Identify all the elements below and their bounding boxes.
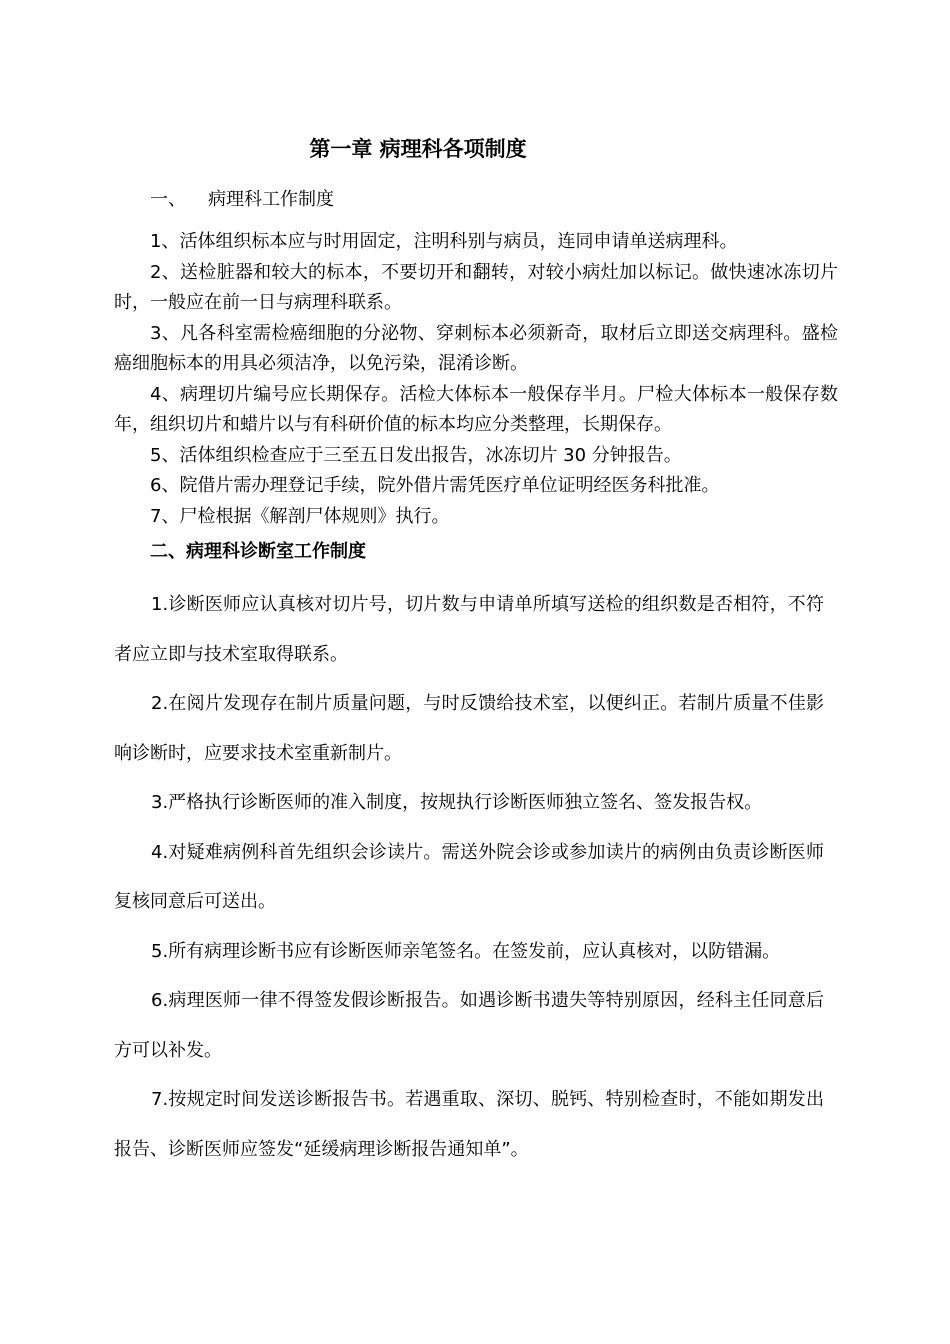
section-1-item-1: 1、活体组织标本应与时用固定，注明科别与病员，连同申请单送病理科。 (150, 231, 738, 252)
section-2-item-3: 3.严格执行诊断医师的准入制度，按规执行诊断医师独立签名、签发报告权。 (151, 792, 763, 813)
section-2-item-6: 6.病理医师一律不得签发假诊断报告。如遇诊断书遗失等特别原因，经科主任同意后方可以补发。 (114, 990, 824, 1061)
section-1-heading (150, 186, 334, 214)
section-2-item-4: 4.对疑难病例科首先组织会诊读片。需送外院会诊或参加读片的病例由负责诊断医师复核同意后可送出。 (114, 841, 824, 912)
section-1-body (114, 227, 838, 532)
section-1-item-5: 5、活体组织检查应于三至五日发出报告，冰冻切片 30 分钟报告。 (150, 444, 682, 466)
section-1-item-4: 4、病理切片编号应长期保存。活检大体标本一般保存半月。尸检大体标本一般保存数年，组织切片和蜡片以与有科研价值的标本均应分类整理，长期保存。 (114, 383, 838, 435)
section-2-item-5: 5.所有病理诊断书应有诊断医师亲笔签名。在签发前，应认真核对，以防错漏。 (151, 940, 781, 962)
section-2-body (114, 580, 824, 1174)
section-2-item-2: 2.在阅片发现存在制片质量问题，与时反馈给技术室，以便纠正。若制片质量不佳影响诊断时，应要求技术室重新制片。 (114, 693, 824, 764)
section-1-item-3: 3、凡各科室需检癌细胞的分泌物、穿刺标本必须新奇，取材后立即送交病理科。盛检癌细胞标本的用具必须洁净，以免污染，混淆诊断。 (114, 322, 838, 374)
section-1-item-6: 6、院借片需办理登记手续，院外借片需凭医疗单位证明经医务科批准。 (150, 475, 720, 496)
section-1-number: 一、 (150, 189, 186, 210)
section-1-item-7: 7、尸检根据《解剖尸体规则》执行。 (150, 505, 450, 527)
section-2-item-1: 1.诊断医师应认真核对切片号，切片数与申请单所填写送检的组织数是否相符，不符者应立即与技术室取得联系。 (114, 594, 824, 665)
section-1-item-2: 2、送检脏器和较大的标本，不要切开和翻转，对较小病灶加以标记。做快速冰冻切片时，一般应在前一日与病理科联系。 (114, 261, 838, 313)
section-1-title: 病理科工作制度 (208, 189, 334, 210)
section-2-heading: 二、病理科诊断室工作制度 (150, 541, 366, 562)
section-2-item-7: 7.按规定时间发送诊断报告书。若遇重取、深切、脱钙、特别检查时，不能如期发出报告、诊断医师应签发“延缓病理诊断报告通知单”。 (114, 1089, 824, 1160)
page-title: 第一章 病理科各项制度 (309, 137, 527, 161)
